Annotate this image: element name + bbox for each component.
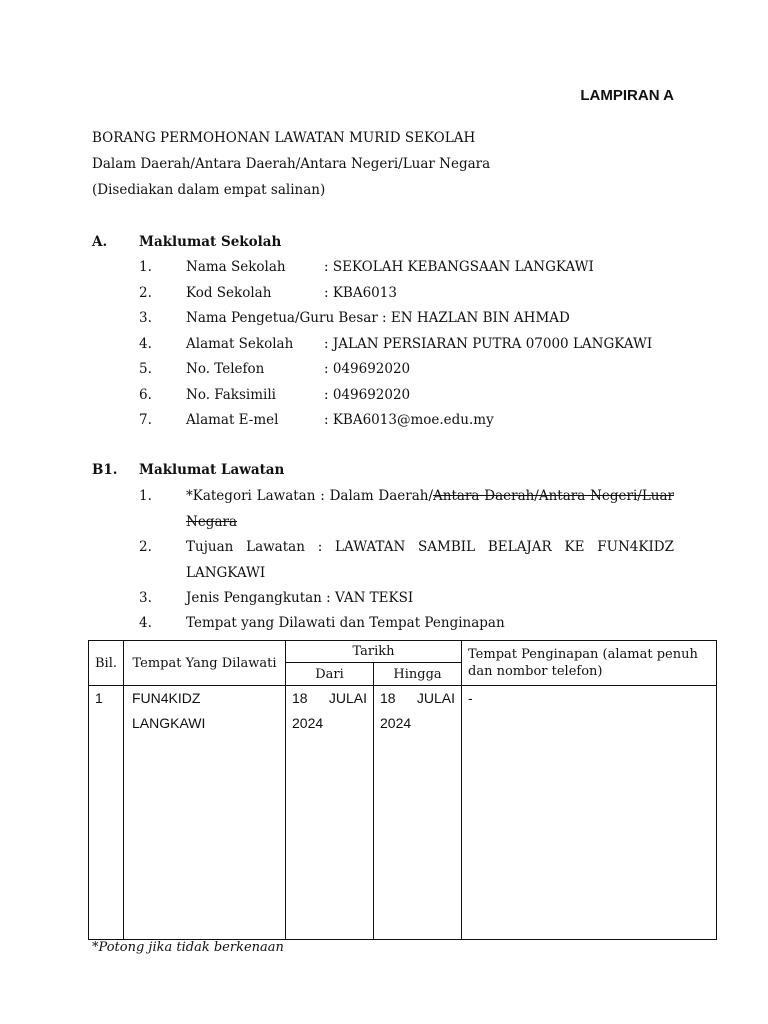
kategori-lawatan-struck: Antara Daerah/Antara Negeri/Luar [433,488,674,504]
form-subtitle: Dalam Daerah/Antara Daerah/Antara Negeri/Luar Negara [92,156,491,172]
field-label-alamat-sekolah: Alamat Sekolah [186,336,294,352]
header-tarikh: Tarikh [286,641,462,663]
cell-penginapan: - [462,686,717,940]
field-label-kod-sekolah: Kod Sekolah [186,285,272,301]
form-title: BORANG PERMOHONAN LAWATAN MURID SEKOLAH [92,130,476,146]
list-item-number: 7. [139,412,152,428]
kategori-lawatan-selected: *Kategori Lawatan : Dalam Daerah/ [186,488,434,504]
section-a-letter: A. [92,234,108,250]
jenis-pengangkutan: Jenis Pengangkutan : VAN TEKSI [186,590,414,606]
list-item-number: 3. [139,310,152,326]
list-item-number: 1. [139,488,152,504]
header-penginapan: Tempat Penginapan (alamat penuh dan nombor telefon) [462,641,717,686]
kategori-lawatan-struck-line2: Negara [186,514,237,530]
cell-hingga-line1: 18 JULAI [380,690,456,706]
field-value-faksimili: : 049692020 [324,387,411,403]
field-guru-besar: Nama Pengetua/Guru Besar : EN HAZLAN BIN AHMAD [186,310,570,326]
cell-bil: 1 [89,686,124,940]
list-item-number: 1. [139,259,152,275]
cell-tempat [124,686,286,940]
footnote: *Potong jika tidak berkenaan [92,940,284,955]
table-row [89,686,717,940]
cell-tempat-line1: FUN4KIDZ [132,690,201,706]
header-tempat: Tempat Yang Dilawati [124,641,286,686]
section-b1-heading: Maklumat Lawatan [139,462,285,478]
field-label-nama-sekolah: Nama Sekolah [186,259,286,275]
cell-dari-line1: 18 JULAI [292,690,367,706]
kategori-lawatan-line [186,488,674,504]
field-value-telefon: : 049692020 [324,361,411,377]
field-label-faksimili: No. Faksimili [186,387,276,403]
form-note: (Disediakan dalam empat salinan) [92,182,326,198]
field-value-emel: : KBA6013@moe.edu.my [324,412,494,428]
visit-table [88,640,717,940]
field-value-alamat-sekolah: : JALAN PERSIARAN PUTRA 07000 LANGKAWI [324,336,653,352]
list-item-number: 2. [139,285,152,301]
list-item-number: 2. [139,539,152,555]
cell-hingga-line2: 2024 [380,715,412,731]
list-item-number: 4. [139,615,152,631]
tujuan-lawatan: Tujuan Lawatan : LAWATAN SAMBIL BELAJAR KE FUN4KIDZ [186,539,674,555]
cell-dari [286,686,374,940]
field-label-telefon: No. Telefon [186,361,265,377]
tujuan-lawatan-line2: LANGKAWI [186,565,266,581]
cell-dari-line2: 2024 [292,715,324,731]
header-dari: Dari [286,663,374,686]
field-label-emel: Alamat E-mel [186,412,279,428]
table-header-row [89,641,717,663]
field-value-kod-sekolah: : KBA6013 [324,285,397,301]
cell-tempat-line2: LANGKAWI [132,715,206,731]
list-item-number: 5. [139,361,152,377]
field-value-nama-sekolah: : SEKOLAH KEBANGSAAN LANGKAWI [324,259,594,275]
lampiran-label: LAMPIRAN A [580,87,674,104]
header-hingga: Hingga [374,663,462,686]
section-b1-letter: B1. [92,462,118,478]
list-item-number: 4. [139,336,152,352]
header-bil: Bil. [89,641,124,686]
list-item-number: 3. [139,590,152,606]
list-item-number: 6. [139,387,152,403]
tempat-dilawati-heading: Tempat yang Dilawati dan Tempat Penginapan [186,615,505,631]
section-a-heading: Maklumat Sekolah [139,234,282,250]
cell-hingga [374,686,462,940]
